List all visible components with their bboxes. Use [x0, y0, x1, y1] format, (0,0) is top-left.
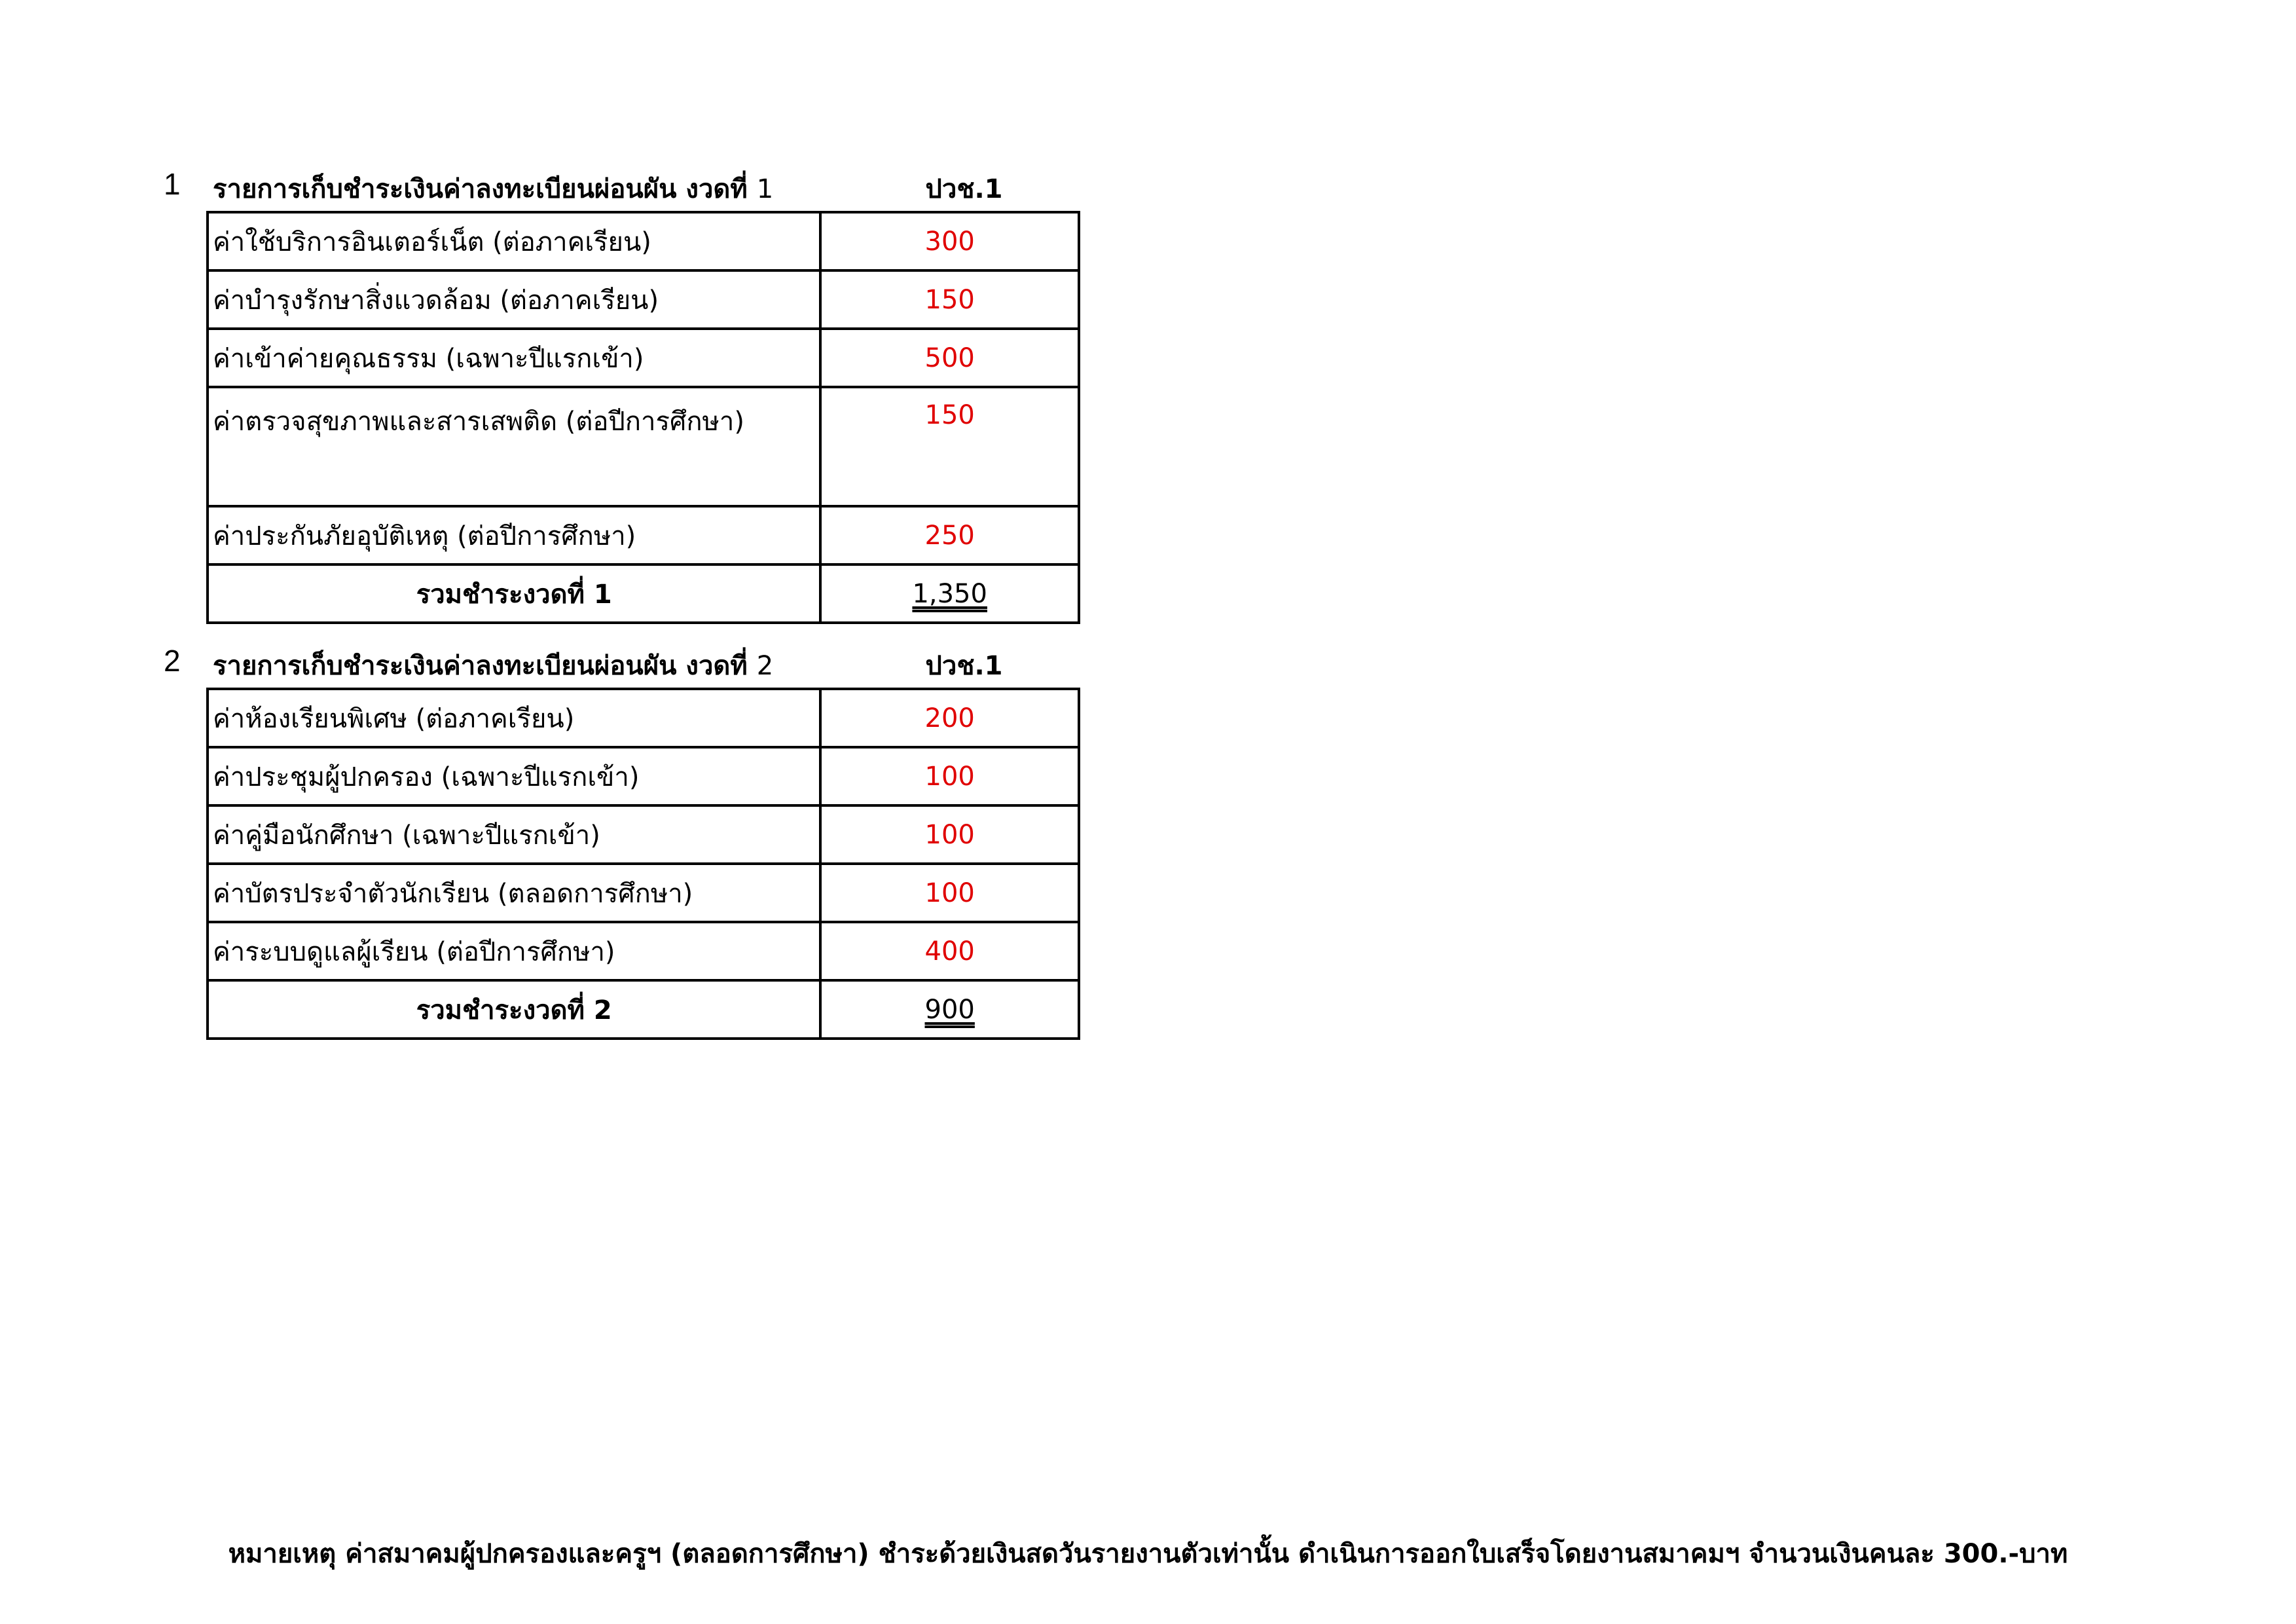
- fee-item-amount: 100: [820, 805, 1079, 864]
- section-title-text: รายการเก็บชำระเงินค่าลงทะเบียนผ่อนผัน งวดที่: [213, 174, 748, 204]
- fee-item-amount: 150: [820, 270, 1079, 329]
- total-amount: 1,350: [820, 564, 1079, 623]
- table-row: [208, 747, 1079, 805]
- section-number: 1: [164, 167, 181, 201]
- table-row: [208, 506, 1079, 564]
- section-level: ปวช.1: [925, 651, 1003, 681]
- fee-item-label: ค่าประกันภัยอุบัติเหตุ (ต่อปีการศึกษา): [208, 506, 820, 564]
- fee-item-amount: 250: [820, 506, 1079, 564]
- fee-item-amount: 100: [820, 747, 1079, 805]
- fee-item-amount: 400: [820, 922, 1079, 980]
- table-row: [208, 212, 1079, 270]
- table-row: [208, 689, 1079, 747]
- section-number: 2: [164, 644, 181, 678]
- fee-item-amount: 500: [820, 329, 1079, 387]
- fee-item-amount: 150: [820, 387, 1079, 506]
- fee-item-label: ค่าบำรุงรักษาสิ่งแวดล้อม (ต่อภาคเรียน): [208, 270, 820, 329]
- table-row: [208, 329, 1079, 387]
- total-amount: 900: [820, 980, 1079, 1039]
- table-row: [208, 805, 1079, 864]
- total-label: รวมชำระงวดที่ 1: [208, 564, 820, 623]
- fee-item-label: ค่าระบบดูแลผู้เรียน (ต่อปีการศึกษา): [208, 922, 820, 980]
- section-installment-number: 1: [756, 174, 774, 204]
- fee-item-label: ค่าเข้าค่ายคุณธรรม (เฉพาะปีแรกเข้า): [208, 329, 820, 387]
- table-row: [208, 864, 1079, 922]
- table-row: [208, 387, 1079, 506]
- fee-item-label: ค่าบัตรประจำตัวนักเรียน (ตลอดการศึกษา): [208, 864, 820, 922]
- fee-item-amount: 100: [820, 864, 1079, 922]
- section-level: ปวช.1: [925, 174, 1003, 204]
- total-row: [208, 564, 1079, 623]
- section-title: [213, 168, 773, 210]
- fee-item-label: ค่าประชุมผู้ปกครอง (เฉพาะปีแรกเข้า): [208, 747, 820, 805]
- total-label: รวมชำระงวดที่ 2: [208, 980, 820, 1039]
- footnote: หมายเหตุ ค่าสมาคมผู้ปกครองและครูฯ (ตลอดการศึกษา) ชำระด้วยเงินสดวันรายงานตัวเท่านั้น ดำเนินการออกใบเสร็จโดยงานสมาคมฯ จำนวนเงินคนละ 300.-บาท: [228, 1539, 2068, 1569]
- fee-table: [206, 211, 1080, 624]
- fee-item-amount: 300: [820, 212, 1079, 270]
- fee-table: [206, 688, 1080, 1040]
- table-row: [208, 922, 1079, 980]
- fee-item-label: ค่าตรวจสุขภาพและสารเสพติด (ต่อปีการศึกษา): [208, 387, 820, 506]
- table-row: [208, 270, 1079, 329]
- fee-item-label: ค่าห้องเรียนพิเศษ (ต่อภาคเรียน): [208, 689, 820, 747]
- section-installment-number: 2: [756, 651, 774, 681]
- section-title-text: รายการเก็บชำระเงินค่าลงทะเบียนผ่อนผัน งวดที่: [213, 651, 748, 681]
- fee-item-label: ค่าใช้บริการอินเตอร์เน็ต (ต่อภาคเรียน): [208, 212, 820, 270]
- section-title: [213, 644, 773, 686]
- total-row: [208, 980, 1079, 1039]
- fee-item-label: ค่าคู่มือนักศึกษา (เฉพาะปีแรกเข้า): [208, 805, 820, 864]
- fee-item-amount: 200: [820, 689, 1079, 747]
